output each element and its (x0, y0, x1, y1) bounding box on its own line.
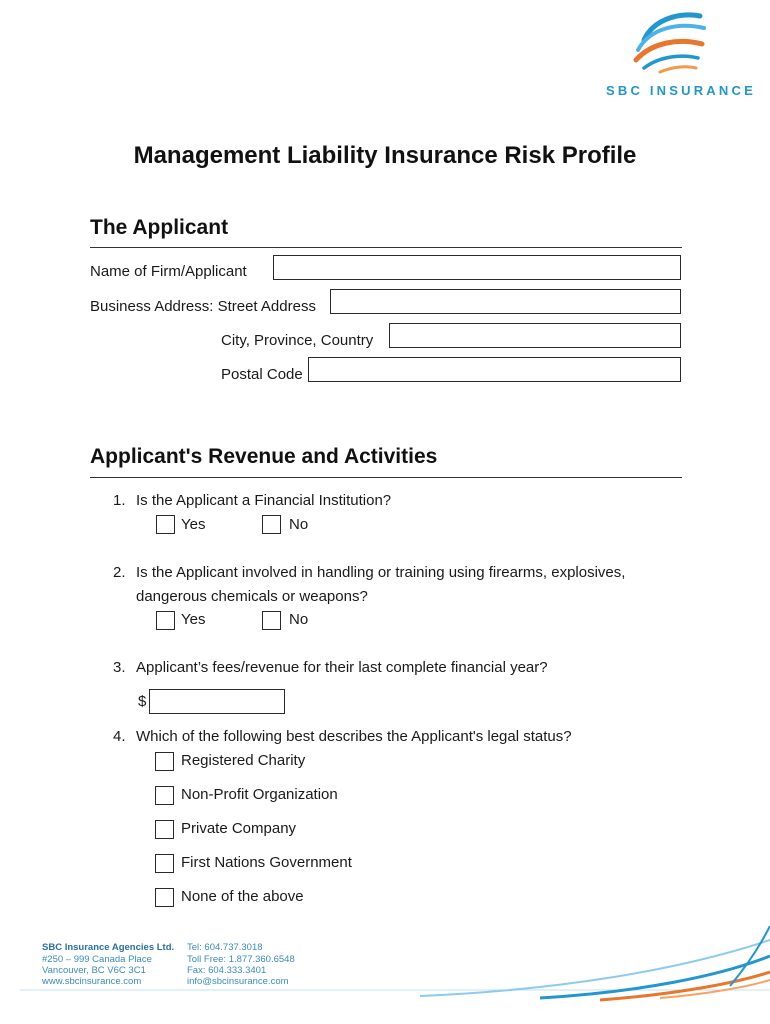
page-title: Management Liability Insurance Risk Profile (133, 142, 637, 169)
currency-symbol: $ (138, 693, 147, 710)
footer-website[interactable]: www.sbcinsurance.com (42, 976, 142, 987)
question-2-text-line1: Is the Applicant involved in handling or training using firearms, explosives, (136, 564, 626, 581)
firm-name-field[interactable] (273, 255, 681, 280)
section-heading-applicant: The Applicant (90, 216, 229, 239)
question-2-text-line2: dangerous chemicals or weapons? (136, 588, 368, 605)
footer-address1: #250 – 999 Canada Place (42, 954, 152, 965)
question-4-text: Which of the following best describes the Applicant's legal status? (136, 728, 572, 745)
postal-code-label: Postal Code (221, 366, 303, 383)
question-3-text: Applicant’s fees/revenue for their last complete financial year? (136, 659, 548, 676)
postal-code-field[interactable] (308, 357, 681, 382)
first-nations-label: First Nations Government (181, 854, 352, 871)
private-company-label: Private Company (181, 820, 297, 837)
city-field[interactable] (389, 323, 681, 348)
non-profit-label: Non-Profit Organization (181, 786, 338, 803)
q2-yes-checkbox[interactable] (156, 611, 175, 630)
sbc-logo-icon (630, 10, 710, 76)
footer-address2: Vancouver, BC V6C 3C1 (42, 965, 146, 976)
footer-company: SBC Insurance Agencies Ltd. (42, 942, 175, 953)
q1-no-checkbox[interactable] (262, 515, 281, 534)
logo-text: SBC INSURANCE (606, 83, 756, 98)
street-address-field[interactable] (330, 289, 681, 314)
private-company-checkbox[interactable] (155, 820, 174, 839)
footer-fax: Fax: 604.333.3401 (187, 965, 267, 976)
section-divider (90, 247, 682, 248)
footer-tel: Tel: 604.737.3018 (187, 942, 263, 953)
q1-no-label: No (289, 516, 309, 533)
registered-charity-checkbox[interactable] (155, 752, 174, 771)
question-number: 3. (113, 659, 126, 676)
section-divider (90, 477, 682, 478)
question-number: 4. (113, 728, 126, 745)
q2-no-checkbox[interactable] (262, 611, 281, 630)
none-of-above-label: None of the above (181, 888, 304, 905)
first-nations-checkbox[interactable] (155, 854, 174, 873)
footer-tollfree: Toll Free: 1.877.360.6548 (187, 954, 295, 965)
question-number: 2. (113, 564, 126, 581)
q1-yes-label: Yes (181, 516, 206, 533)
street-address-label: Business Address: Street Address (90, 298, 316, 315)
registered-charity-label: Registered Charity (181, 752, 306, 769)
q2-yes-label: Yes (181, 611, 206, 628)
none-of-above-checkbox[interactable] (155, 888, 174, 907)
section-heading-revenue: Applicant's Revenue and Activities (90, 445, 438, 468)
question-1-text: Is the Applicant a Financial Institution? (136, 492, 392, 509)
revenue-field[interactable] (149, 689, 285, 714)
non-profit-checkbox[interactable] (155, 786, 174, 805)
firm-name-label: Name of Firm/Applicant (90, 263, 247, 280)
question-number: 1. (113, 492, 126, 509)
q2-no-label: No (289, 611, 309, 628)
city-label: City, Province, Country (221, 332, 374, 349)
footer-email[interactable]: info@sbcinsurance.com (187, 976, 289, 987)
q1-yes-checkbox[interactable] (156, 515, 175, 534)
